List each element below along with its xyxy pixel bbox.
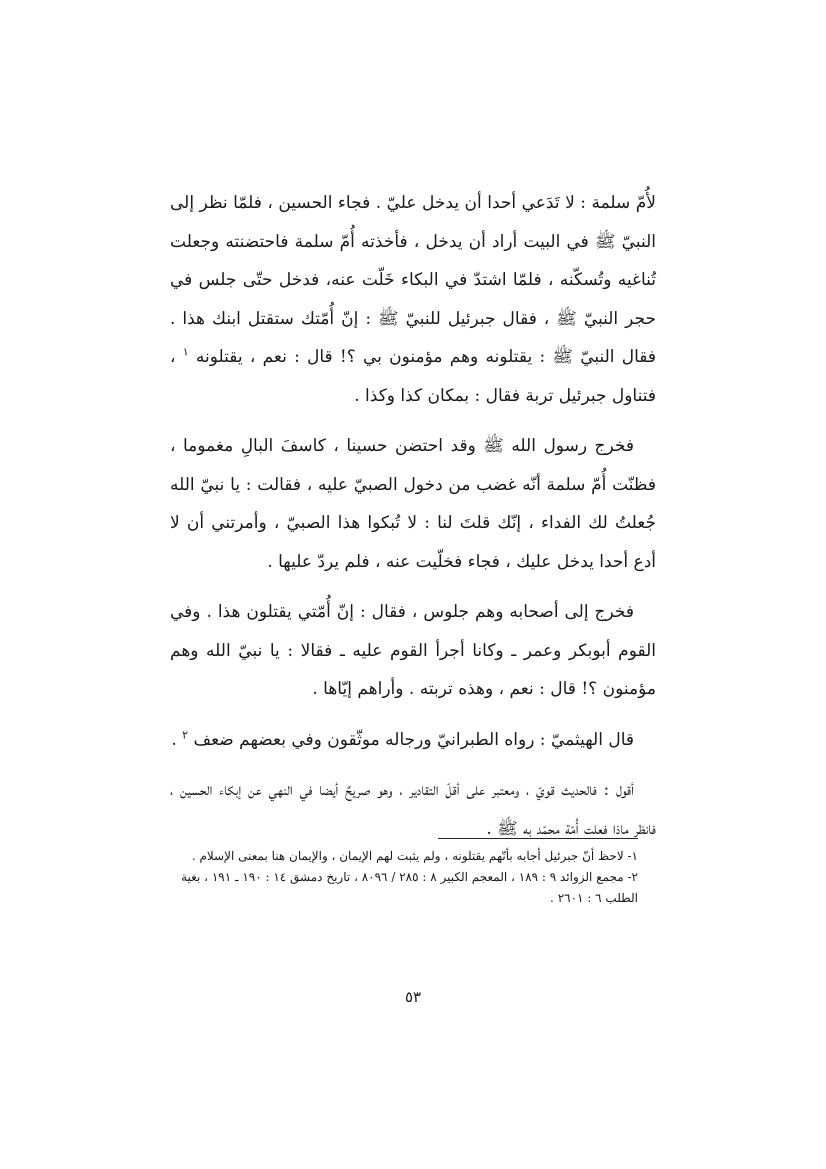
footnote-1: ١- لاحظ أنّ جبرئيل أجابه بأنّهم يقتلونه ، ولم يثبت لهم الإيمان ، والإيمان هنا بمعنى الإسلام . — [191, 849, 638, 863]
footnote-divider — [438, 838, 638, 839]
paragraph-2: فخرج رسول الله ﷺ وقد احتضن حسينا ، كاسفَ البالِ مغموما ، فظنّت أُمّ سلمة أنّه غضب من دخول الصبيّ عليه ، فقالت : يا نبيّ الله جُعلتُ لك الفداء ، إنّك قلتَ لنا : لا تُبكوا هذا الصبيّ ، وأمرتني أن لا أدع أحدا يدخل عليك ، فجاء فخلّيت عنه ، فلم يردّ عليها . — [170, 436, 656, 572]
paragraph-1-tail: فتناول جبرئيل تربة فقال : بمكان كذا وكذا . — [354, 385, 656, 406]
paragraph-1-comma: ، — [170, 347, 183, 367]
paragraph-1-text: لأُمّ سلمة : لا تَدَعي أحدا أن يدخل عليّ . فجاء الحسين ، فلمّا نظر إلى النبيّ ﷺ في البيت أراد أن يدخل ، فأخذته أُمّ سلمة فاحتضنته وجعلت تُناغيه وتُسكّنه ، فلمّا اشتدّ في البكاء خَلّت عنه، فدخل حتّى جلس في حجر النبيّ ﷺ ، فقال جبرئيل للنبيّ ﷺ : إنّ أُمّتك ستقتل ابنك هذا . فقال النبيّ ﷺ : يقتلونه وهم مؤمنون بي ؟! قال : نعم ، يقتلونه — [170, 193, 657, 367]
paragraph-4-period: . — [171, 729, 183, 750]
paragraph-4-text: قال الهيثميّ : رواه الطبرانيّ ورجاله موثّقون وفي بعضهم ضعف — [193, 729, 634, 750]
footnote-2: ٢- مجمع الزوائد ٩ : ١٨٩ ، المعجم الكبير ٨ : ٢٨٥ / ٨٠٩٦ ، تاريخ دمشق ١٤ : ١٩٠ ـ ١٩١ ، بغية الطلب ٦ : ٢٦٠١ . — [181, 870, 638, 905]
main-text — [170, 184, 656, 848]
footnote-ref-1: ١ — [182, 345, 189, 359]
paragraph-1 — [170, 184, 656, 415]
paragraph-3: فخرج إلى أصحابه وهم جلوس ، فقال : إنّ أُمّتي يقتلون هذا . وفي القوم أبوبكر وعمر ـ وكانا أجرأ القوم عليه ـ فقالا : يا نبيّ الله وهم مؤمنون ؟! قال : نعم ، وهذه تربته . وأراهم إيّاها . — [170, 602, 656, 699]
footnote-ref-2: ٢ — [182, 727, 189, 741]
paragraph-4 — [170, 721, 656, 760]
paragraph-5: أقول : فالحديث قويّ ، ومعتبر على أقلّ التقادير ، وهو صريحٌ أيضا في النهي عن إبكاء الحسين ، فانظر ماذا فعلت أُمّة محمّد به ﷺ . — [170, 780, 656, 839]
footnotes — [166, 846, 638, 909]
page-number: ٥٣ — [404, 988, 422, 1006]
